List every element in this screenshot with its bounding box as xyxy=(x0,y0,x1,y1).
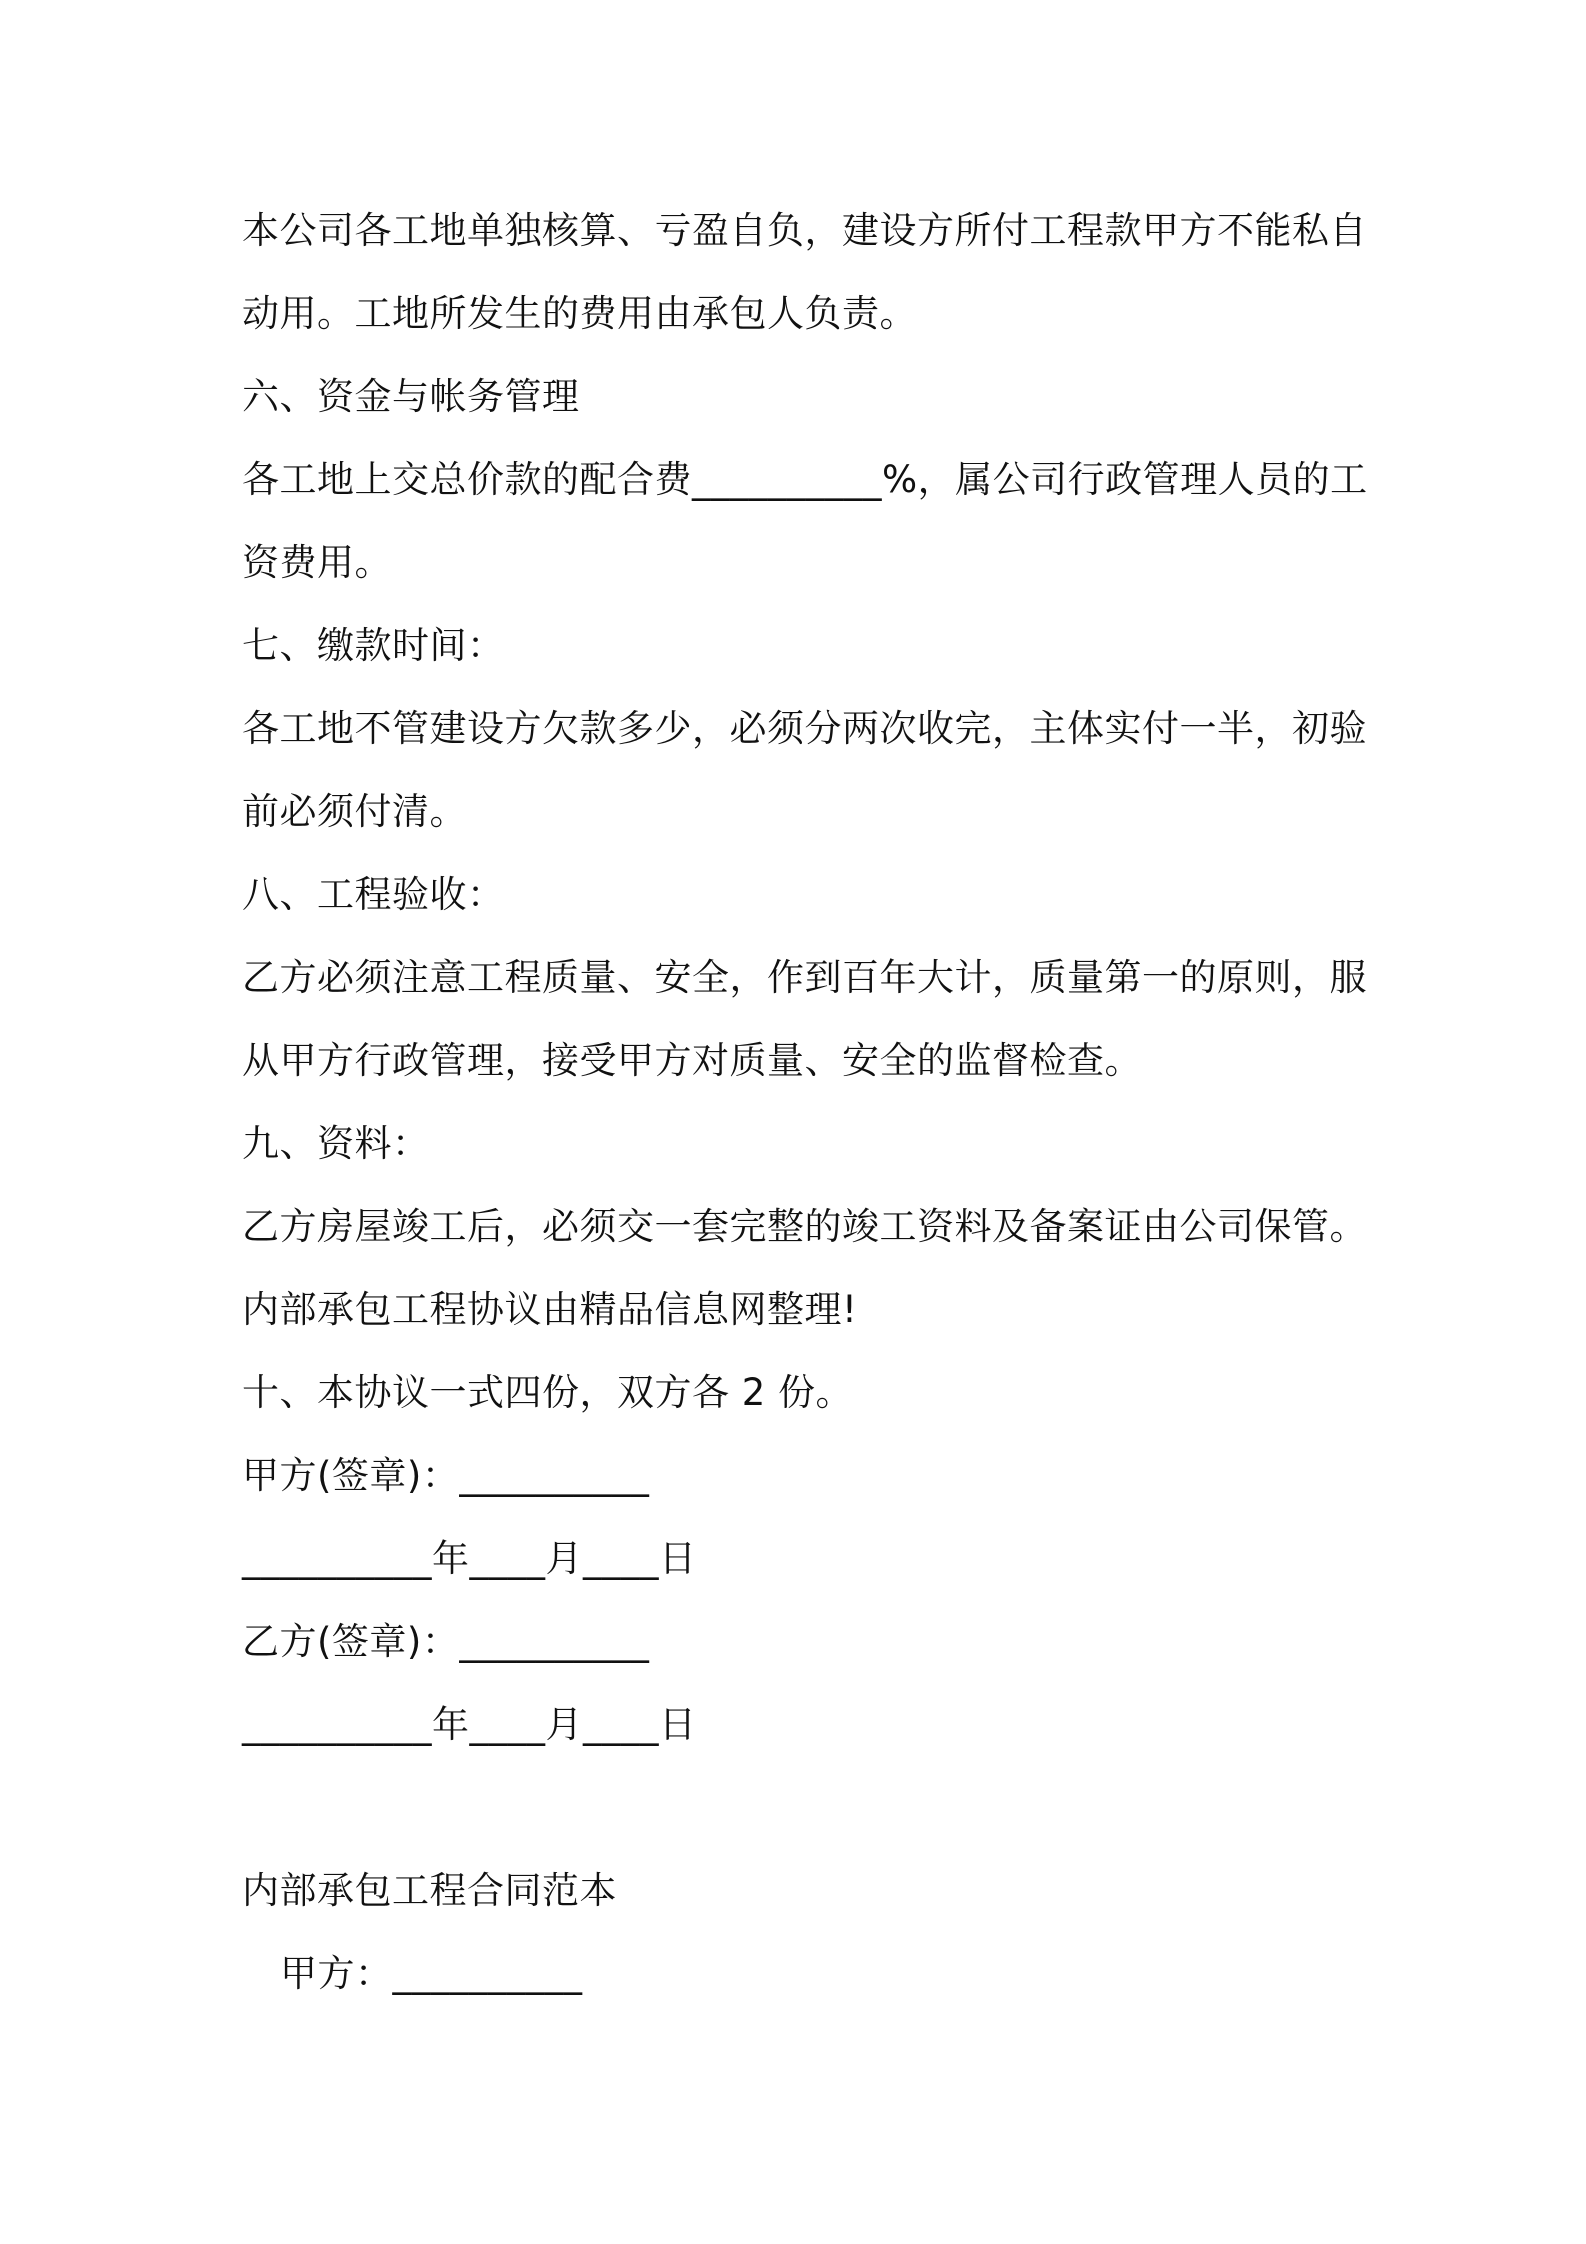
paragraph-accounting-line-2: 动用。工地所发生的费用由承包人负责。 xyxy=(242,292,917,335)
paragraph-quality-line-1: 乙方必须注意工程质量、安全，作到百年大计，质量第一的原则，服 xyxy=(242,956,1367,999)
section-heading-payment-time: 七、缴款时间： xyxy=(242,624,505,667)
section-heading-acceptance: 八、工程验收： xyxy=(242,873,505,916)
paragraph-fee-line-1: 各工地上交总价款的配合费__________%，属公司行政管理人员的工 xyxy=(242,458,1368,501)
section-heading-documents: 九、资料： xyxy=(242,1122,430,1165)
paragraph-payment-line-1: 各工地不管建设方欠款多少，必须分两次收完，主体实付一半，初验 xyxy=(242,707,1367,750)
paragraph-documents-line: 乙方房屋竣工后，必须交一套完整的竣工资料及备案证由公司保管。 xyxy=(242,1205,1367,1248)
paragraph-accounting-line-1: 本公司各工地单独核算、亏盈自负，建设方所付工程款甲方不能私自 xyxy=(242,209,1367,252)
paragraph-quality-line-2: 从甲方行政管理，接受甲方对质量、安全的监督检查。 xyxy=(242,1039,1142,1082)
party-a-date: __________年____月____日 xyxy=(242,1537,697,1580)
paragraph-fee-line-2: 资费用。 xyxy=(242,541,392,584)
section-heading-funds: 六、资金与帐务管理 xyxy=(242,375,580,418)
contract-template-title: 内部承包工程合同范本 xyxy=(242,1869,617,1912)
paragraph-payment-line-2: 前必须付清。 xyxy=(242,790,467,833)
section-heading-copies: 十、本协议一式四份，双方各 2 份。 xyxy=(242,1371,854,1414)
party-b-date: __________年____月____日 xyxy=(242,1703,697,1746)
paragraph-source-note: 内部承包工程协议由精品信息网整理! xyxy=(242,1288,858,1331)
party-a-signature: 甲方(签章)：__________ xyxy=(242,1454,650,1497)
party-a-field: 甲方：__________ xyxy=(280,1952,583,1995)
party-b-signature: 乙方(签章)：__________ xyxy=(242,1620,650,1663)
